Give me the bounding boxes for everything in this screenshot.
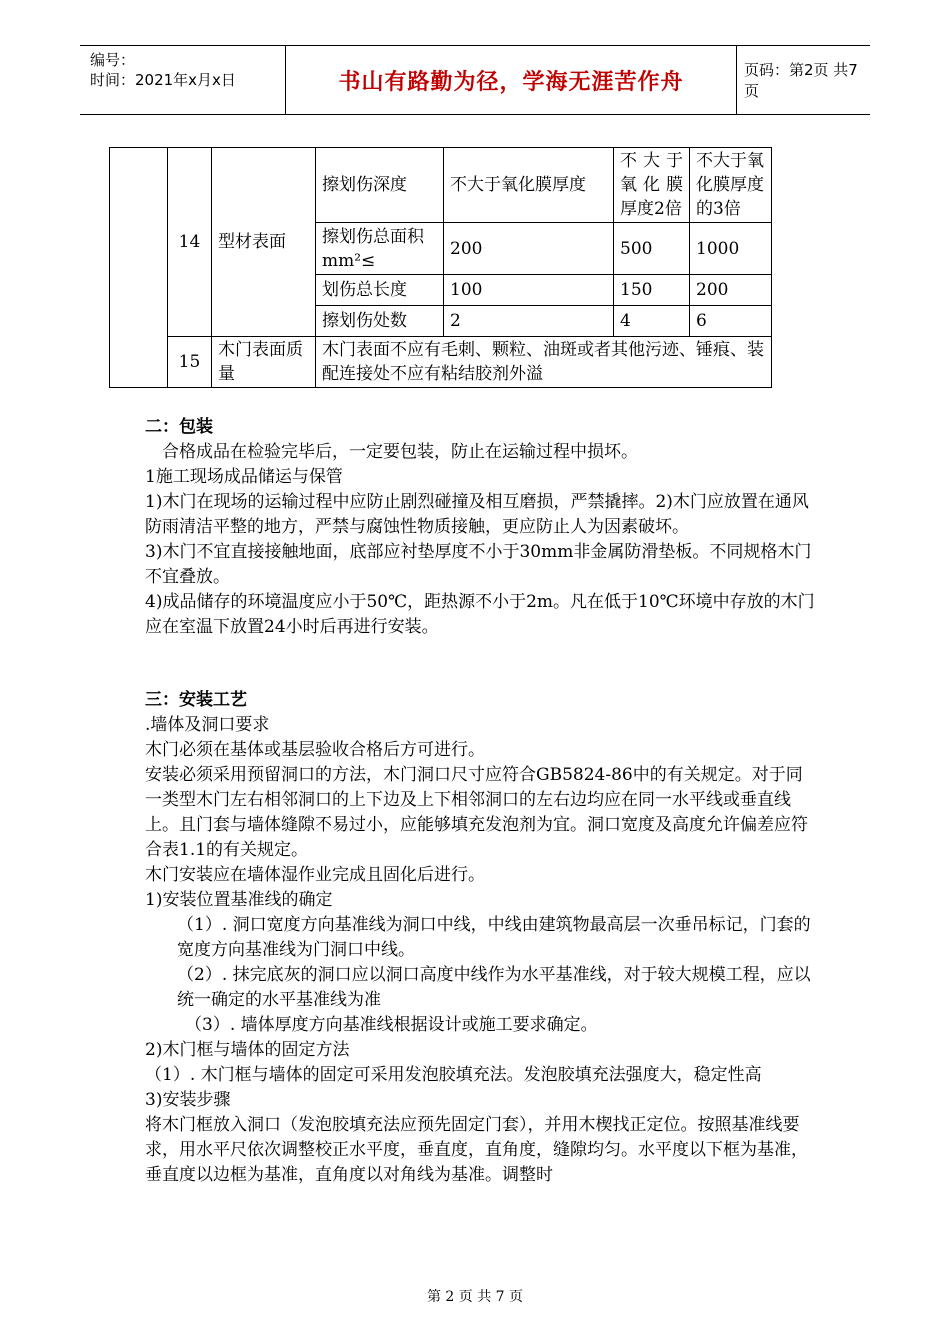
spec-table [109, 147, 772, 388]
paragraph: 1)安装位置基准线的确定 [145, 890, 333, 910]
row-number: 15 [168, 337, 212, 388]
paragraph: 安装必须采用预留洞口的方法，木门洞口尺寸应符合GB5824-86中的有关规定。对于同一类型木门左右相邻洞口的上下边及上下相邻洞口的左右边均应在同一水平线或垂直线上。且门套与墙体缝隙不易过小，应能够填充发泡剂为宜。洞口宽度及高度允许偏差应符合表1.1的有关规定。 [145, 765, 808, 860]
value-cell: 不 大 于 氧 化 膜 厚度2倍 [614, 148, 690, 223]
value-cell: 4 [614, 306, 690, 337]
paragraph: 1)木门在现场的运输过程中应防止剧烈碰撞及相互磨损，严禁撬摔。2)木门应放置在通风防雨清洁平整的地方，严禁与腐蚀性物质接触，更应防止人为因素破坏。 [145, 492, 809, 537]
table-row [110, 337, 772, 388]
value-cell: 200 [444, 223, 614, 275]
value-cell: 500 [614, 223, 690, 275]
paragraph: 1施工现场成品储运与保管 [145, 467, 343, 487]
sub-item: 擦划伤深度 [316, 148, 444, 223]
value-cell: 不大于氧化膜厚度 [444, 148, 614, 223]
paragraph: .墙体及洞口要求 [145, 715, 270, 735]
section-heading: 二：包装 [145, 417, 213, 437]
value-cell: 1000 [690, 223, 772, 275]
page-header [80, 45, 870, 115]
value-cell: 200 [690, 275, 772, 306]
row-number: 14 [168, 148, 212, 337]
paragraph: 2)木门框与墙体的固定方法 [145, 1040, 350, 1060]
row-description: 木门表面不应有毛刺、颗粒、油斑或者其他污迹、锤痕、装配连接处不应有粘结胶剂外溢 [316, 337, 772, 388]
row-item: 型材表面 [212, 148, 316, 337]
paragraph: （1）. 木门框与墙体的固定可采用发泡胶填充法。发泡胶填充法强度大，稳定性高 [145, 1065, 762, 1085]
page-footer: 第 2 页 共 7 页 [426, 1289, 524, 1305]
header-page-label: 页码：第2页 共7页 [744, 61, 858, 100]
section-packaging [145, 415, 815, 640]
blank-cell [110, 148, 168, 388]
paragraph: （3）. 墙体厚度方向基准线根据设计或施工要求确定。 [185, 1015, 598, 1035]
paragraph: （2）. 抹完底灰的洞口应以洞口高度中线作为水平基准线，对于较大规模工程，应以统一确定的水平基准线为准 [177, 965, 811, 1010]
sub-item: 划伤总长度 [316, 275, 444, 306]
paragraph: 将木门框放入洞口（发泡胶填充法应预先固定门套），并用木楔找正定位。按照基准线要求，用水平尺依次调整校正水平度，垂直度，直角度，缝隙均匀。水平度以下框为基准，垂直度以边框为基准，直角度以对角线为基准。调整时 [145, 1115, 808, 1185]
paragraph: 合格成品在检验完毕后，一定要包装，防止在运输过程中损坏。 [162, 442, 638, 462]
sub-item: 擦划伤处数 [316, 306, 444, 337]
value-cell: 150 [614, 275, 690, 306]
paragraph: （1）. 洞口宽度方向基准线为洞口中线，中线由建筑物最高层一次垂吊标记，门套的宽度方向基准线为门洞口中线。 [177, 915, 811, 960]
paragraph: 木门安装应在墙体湿作业完成且固化后进行。 [145, 865, 485, 885]
paragraph: 3)安装步骤 [145, 1090, 231, 1110]
paragraph: 木门必须在基体或基层验收合格后方可进行。 [145, 740, 485, 760]
date-label: 时间：2021年x月x日 [90, 71, 236, 89]
value-cell: 2 [444, 306, 614, 337]
sub-item [316, 223, 444, 275]
header-meta [80, 46, 285, 114]
header-motto: 书山有路勤为径，学海无涯苦作舟 [285, 46, 737, 114]
value-cell: 不大于氧化膜厚度的3倍 [690, 148, 772, 223]
paragraph: 3)木门不宜直接接触地面，底部应衬垫厚度不小于30mm非金属防滑垫板。不同规格木门不宜叠放。 [145, 542, 812, 587]
row-item: 木门表面质量 [212, 337, 316, 388]
table-row [110, 148, 772, 223]
section-heading: 三：安装工艺 [145, 690, 247, 710]
value-cell: 6 [690, 306, 772, 337]
value-cell: 100 [444, 275, 614, 306]
section-installation [145, 688, 815, 1188]
serial-label: 编号： [90, 51, 136, 69]
sub-item-label: 擦划伤总面积 mm²≤ [322, 226, 424, 271]
paragraph: 4)成品储存的环境温度应小于50℃，距热源不小于2m。凡在低于10℃环境中存放的木门应在室温下放置24小时后再进行安装。 [145, 592, 815, 637]
